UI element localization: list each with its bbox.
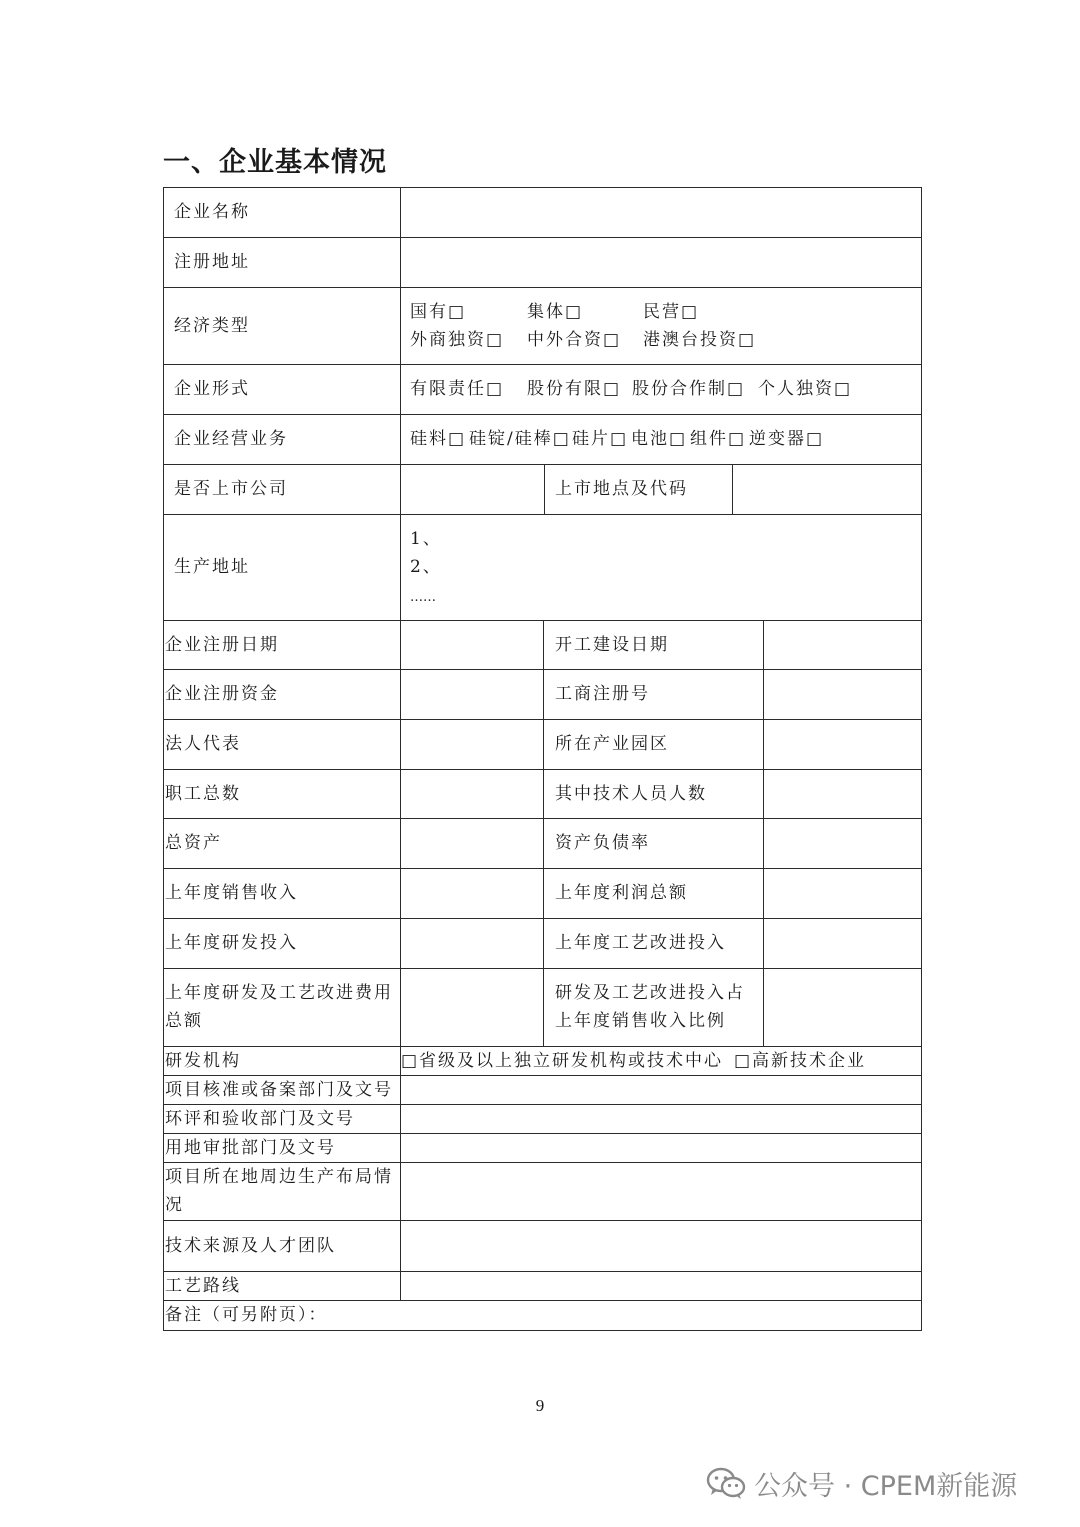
company-name-field[interactable] — [400, 188, 921, 237]
watermark — [706, 1461, 1017, 1505]
option-collective[interactable]: 集体□ — [527, 302, 584, 322]
option-high-tech-enterprise[interactable]: □高新技术企业 — [734, 1051, 867, 1071]
production-address-label: 生产地址 — [174, 557, 250, 577]
technical-staff-label: 其中技术人员人数 — [555, 784, 707, 804]
rd-process-total-field[interactable] — [401, 969, 543, 1046]
total-profit-label: 上年度利润总额 — [555, 883, 688, 903]
enterprise-form-label: 企业形式 — [174, 379, 250, 399]
technical-staff-field[interactable] — [764, 770, 921, 818]
option-joint-stock[interactable]: 股份有限□ — [527, 379, 622, 399]
business-registration-number-label: 工商注册号 — [555, 684, 650, 704]
surrounding-layout-label: 项目所在地周边生产布局情况 — [165, 1167, 393, 1215]
registered-address-field[interactable] — [400, 238, 921, 287]
production-address-ellipsis: …… — [410, 590, 436, 605]
option-stock-cooperative[interactable]: 股份合作制□ — [632, 379, 746, 399]
company-name-label: 企业名称 — [174, 202, 250, 222]
sales-revenue-field[interactable] — [401, 869, 543, 918]
legal-representative-label: 法人代表 — [165, 734, 241, 754]
production-address-line-2[interactable]: 2、 — [410, 557, 442, 577]
sales-revenue-label: 上年度销售收入 — [165, 883, 298, 903]
option-module[interactable]: 组件□ — [690, 429, 747, 449]
listing-location-code-label: 上市地点及代码 — [555, 479, 688, 499]
registration-date-field[interactable] — [401, 621, 543, 669]
total-employees-label: 职工总数 — [165, 784, 241, 804]
construction-start-date-field[interactable] — [764, 621, 921, 669]
listed-company-label: 是否上市公司 — [174, 479, 288, 499]
legal-representative-field[interactable] — [401, 720, 543, 769]
business-registration-number-field[interactable] — [764, 670, 921, 719]
rd-process-ratio-field[interactable] — [764, 969, 921, 1046]
option-private[interactable]: 民营□ — [643, 302, 700, 322]
land-approval-field[interactable] — [401, 1134, 921, 1162]
option-inverter[interactable]: 逆变器□ — [749, 429, 825, 449]
listed-company-field[interactable] — [401, 465, 543, 514]
project-approval-field[interactable] — [401, 1076, 921, 1104]
process-route-label: 工艺路线 — [165, 1276, 241, 1296]
economic-type-label: 经济类型 — [174, 316, 250, 336]
total-assets-field[interactable] — [401, 819, 543, 868]
page-number: 9 — [535, 1396, 545, 1415]
eia-field[interactable] — [401, 1105, 921, 1133]
process-route-field[interactable] — [401, 1272, 921, 1300]
option-sole-proprietorship[interactable]: 个人独资□ — [758, 379, 853, 399]
option-limited-liability[interactable]: 有限责任□ — [410, 379, 505, 399]
total-profit-field[interactable] — [764, 869, 921, 918]
rd-investment-field[interactable] — [401, 919, 543, 968]
registered-capital-field[interactable] — [401, 670, 543, 719]
option-ingot-rod[interactable]: 硅锭/硅棒□ — [469, 429, 571, 449]
project-approval-label: 项目核准或备案部门及文号 — [165, 1080, 393, 1100]
option-wafer[interactable]: 硅片□ — [572, 429, 629, 449]
option-provincial-rd-center[interactable]: □省级及以上独立研发机构或技术中心 — [401, 1051, 724, 1071]
registration-date-label: 企业注册日期 — [165, 635, 279, 655]
total-employees-field[interactable] — [401, 770, 543, 818]
rd-process-ratio-label: 研发及工艺改进投入占上年度销售收入比例 — [555, 983, 745, 1031]
option-joint-venture[interactable]: 中外合资□ — [527, 330, 622, 350]
production-address-line-1[interactable]: 1、 — [410, 529, 442, 549]
section-title: 一、企业基本情况 — [163, 147, 387, 178]
debt-ratio-field[interactable] — [764, 819, 921, 868]
industrial-park-label: 所在产业园区 — [555, 734, 669, 754]
eia-label: 环评和验收部门及文号 — [165, 1109, 355, 1129]
option-cell[interactable]: 电池□ — [631, 429, 688, 449]
option-state-owned[interactable]: 国有□ — [410, 302, 467, 322]
listing-location-code-field[interactable] — [733, 465, 921, 514]
construction-start-date-label: 开工建设日期 — [555, 635, 669, 655]
business-scope-label: 企业经营业务 — [174, 429, 288, 449]
tech-source-field[interactable] — [401, 1221, 921, 1271]
rd-process-total-label: 上年度研发及工艺改进费用总额 — [165, 983, 393, 1031]
watermark-text: 公众号 · CPEM新能源 — [754, 1470, 1018, 1502]
wechat-icon — [706, 1466, 746, 1500]
registered-capital-label: 企业注册资金 — [165, 684, 279, 704]
process-improvement-field[interactable] — [764, 919, 921, 968]
surrounding-layout-field[interactable] — [401, 1163, 921, 1220]
option-polysilicon[interactable]: 硅料□ — [410, 429, 467, 449]
registered-address-label: 注册地址 — [174, 252, 250, 272]
option-foreign-owned[interactable]: 外商独资□ — [410, 330, 505, 350]
rd-org-label: 研发机构 — [165, 1051, 241, 1071]
land-approval-label: 用地审批部门及文号 — [165, 1138, 336, 1158]
process-improvement-label: 上年度工艺改进投入 — [555, 933, 726, 953]
remarks-label: 备注（可另附页）： — [165, 1305, 328, 1325]
option-hk-macao-taiwan[interactable]: 港澳台投资□ — [643, 330, 757, 350]
industrial-park-field[interactable] — [764, 720, 921, 769]
tech-source-label: 技术来源及人才团队 — [165, 1236, 336, 1256]
rd-investment-label: 上年度研发投入 — [165, 933, 298, 953]
total-assets-label: 总资产 — [165, 833, 222, 853]
debt-ratio-label: 资产负债率 — [555, 833, 650, 853]
